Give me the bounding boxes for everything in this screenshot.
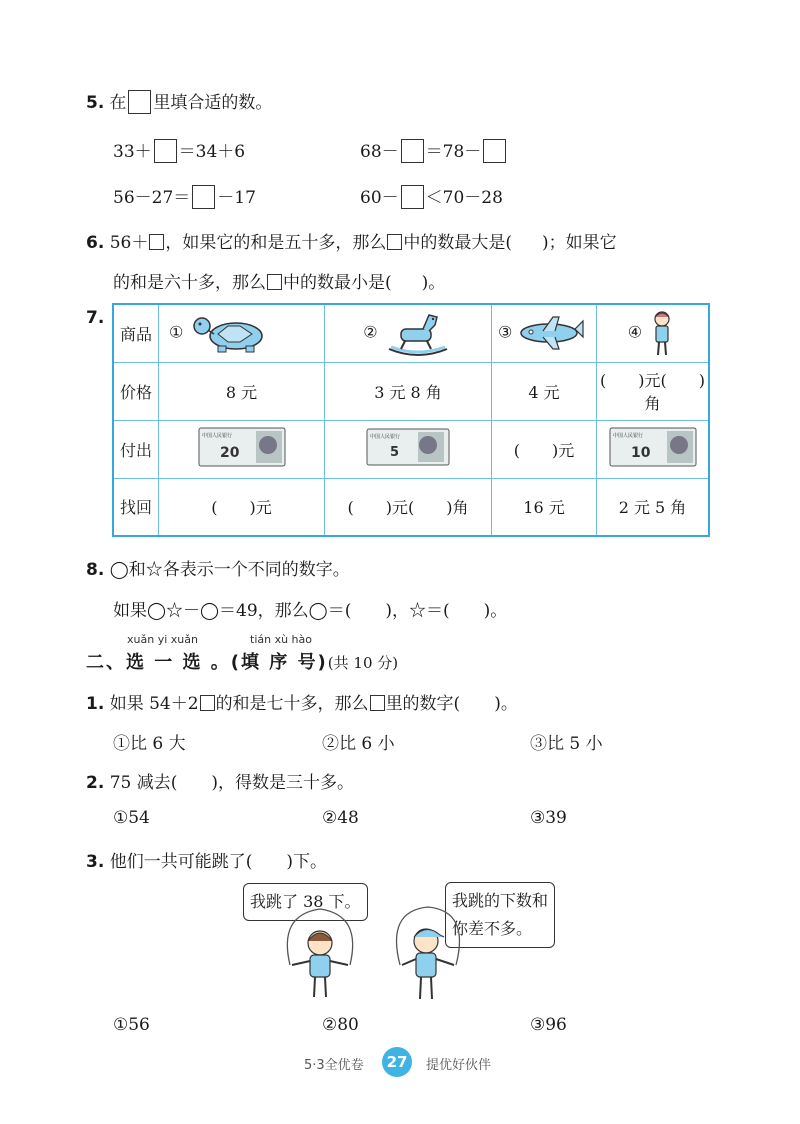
speech-bubble-boy: 我跳的下数和 你差不多。: [445, 882, 555, 948]
banknote-icon: [609, 427, 697, 467]
choice-question-2: 2. 75 减去( )，得数是三十多。: [86, 773, 355, 793]
doll-icon: [647, 309, 677, 357]
section-2-title: 二、选 一 选 。(填 序 号)(共 10 分): [86, 652, 399, 673]
paid-cell-blank[interactable]: ( )元: [492, 420, 597, 478]
paid-cell: [159, 420, 325, 478]
answer-box: [267, 274, 282, 290]
answer-box[interactable]: [483, 139, 506, 163]
answer-box[interactable]: [128, 90, 151, 114]
option[interactable]: ②比 6 小: [322, 734, 395, 754]
option[interactable]: ③96: [530, 1015, 567, 1035]
choice-question-1: 1. 如果 54＋2 的和是七十多，那么 里的数字( )。: [86, 694, 518, 714]
pinyin-order: tián xù hào: [250, 633, 312, 646]
banknote-value: 10: [630, 445, 650, 461]
change-cell: 16 元: [492, 478, 597, 536]
header-change: 找回: [113, 478, 159, 536]
answer-box[interactable]: [401, 139, 424, 163]
banknote-value: 20: [219, 445, 239, 461]
banknote-bank-label: 中国人民银行: [612, 433, 643, 439]
rocking-horse-icon: [383, 309, 453, 357]
table-row: [113, 362, 709, 420]
question-6-line-1: 6. 56＋ ，如果它的和是五十多，那么 中的数最大是( )；如果它: [86, 233, 617, 253]
goods-cell-3: ③: [492, 304, 597, 362]
banknote-icon: [366, 428, 450, 466]
paid-cell: [597, 420, 710, 478]
answer-box: [149, 234, 164, 250]
boy-skipping-rope-icon: [388, 905, 468, 1005]
pinyin-select: xuǎn yi xuǎn: [127, 633, 198, 646]
table-row: [113, 304, 709, 362]
footer-slogan: 提优好伙伴: [426, 1058, 492, 1073]
answer-box: [200, 695, 215, 711]
option[interactable]: ②80: [322, 1015, 359, 1035]
choice-question-3: 3. 他们一共可能跳了( )下。: [86, 852, 327, 872]
change-cell-blank[interactable]: ( )元: [159, 478, 325, 536]
question-7-number: 7.: [86, 308, 105, 328]
change-cell-blank[interactable]: ( )元( )角: [325, 478, 492, 536]
answer-box[interactable]: [154, 139, 177, 163]
header-goods: 商品: [113, 304, 159, 362]
q5-equation-2: 68－ ＝78－: [360, 137, 508, 163]
price-cell-blank[interactable]: ( )元( )角: [597, 362, 710, 420]
question-5-title: 5. 在 里填合适的数。: [86, 88, 272, 114]
banknote-value: 5: [390, 445, 400, 460]
q5-equation-3: 56－27＝ －17: [113, 183, 256, 209]
option[interactable]: ③比 5 小: [530, 734, 603, 754]
option[interactable]: ③39: [530, 808, 567, 828]
price-cell: 3 元 8 角: [325, 362, 492, 420]
answer-box: [370, 695, 385, 711]
question-8-line-1: 8. ◯和☆各表示一个不同的数字。: [86, 560, 350, 580]
speech-bubble-girl: 我跳了 38 下。: [243, 883, 368, 921]
price-cell: 8 元: [159, 362, 325, 420]
footer-brand: 5·3全优卷: [304, 1058, 364, 1073]
goods-table: [112, 303, 710, 537]
option[interactable]: ①比 6 大: [113, 734, 186, 754]
banknote-bank-label: 中国人民银行: [370, 434, 401, 440]
header-paid: 付出: [113, 420, 159, 478]
banknote-icon: [198, 427, 286, 467]
goods-cell-1: ①: [159, 304, 325, 362]
option[interactable]: ②48: [322, 808, 359, 828]
airplane-toy-icon: [517, 315, 585, 351]
option[interactable]: ①54: [113, 808, 150, 828]
change-cell: 2 元 5 角: [597, 478, 710, 536]
girl-skipping-rope-icon: [280, 905, 360, 1005]
q5-equation-4: 60－ ＜70－28: [360, 183, 503, 209]
answer-box: [387, 234, 402, 250]
question-6-line-2: 的和是六十多，那么 中的数最小是( )。: [113, 273, 446, 293]
paid-cell: [325, 420, 492, 478]
q5-equation-1: 33＋ ＝34＋6: [113, 137, 245, 163]
header-price: 价格: [113, 362, 159, 420]
banknote-bank-label: 中国人民银行: [201, 433, 232, 439]
goods-cell-2: ②: [325, 304, 492, 362]
page-number: 27: [382, 1047, 412, 1077]
table-row: [113, 420, 709, 478]
price-cell: 4 元: [492, 362, 597, 420]
option[interactable]: ①56: [113, 1015, 150, 1035]
turtle-toy-icon: [188, 312, 268, 354]
answer-box[interactable]: [192, 185, 215, 209]
goods-cell-4: ④: [597, 304, 710, 362]
question-8-line-2: 如果◯☆－◯＝49，那么◯＝( )，☆＝( )。: [113, 601, 508, 621]
table-row: [113, 478, 709, 536]
answer-box[interactable]: [401, 185, 424, 209]
